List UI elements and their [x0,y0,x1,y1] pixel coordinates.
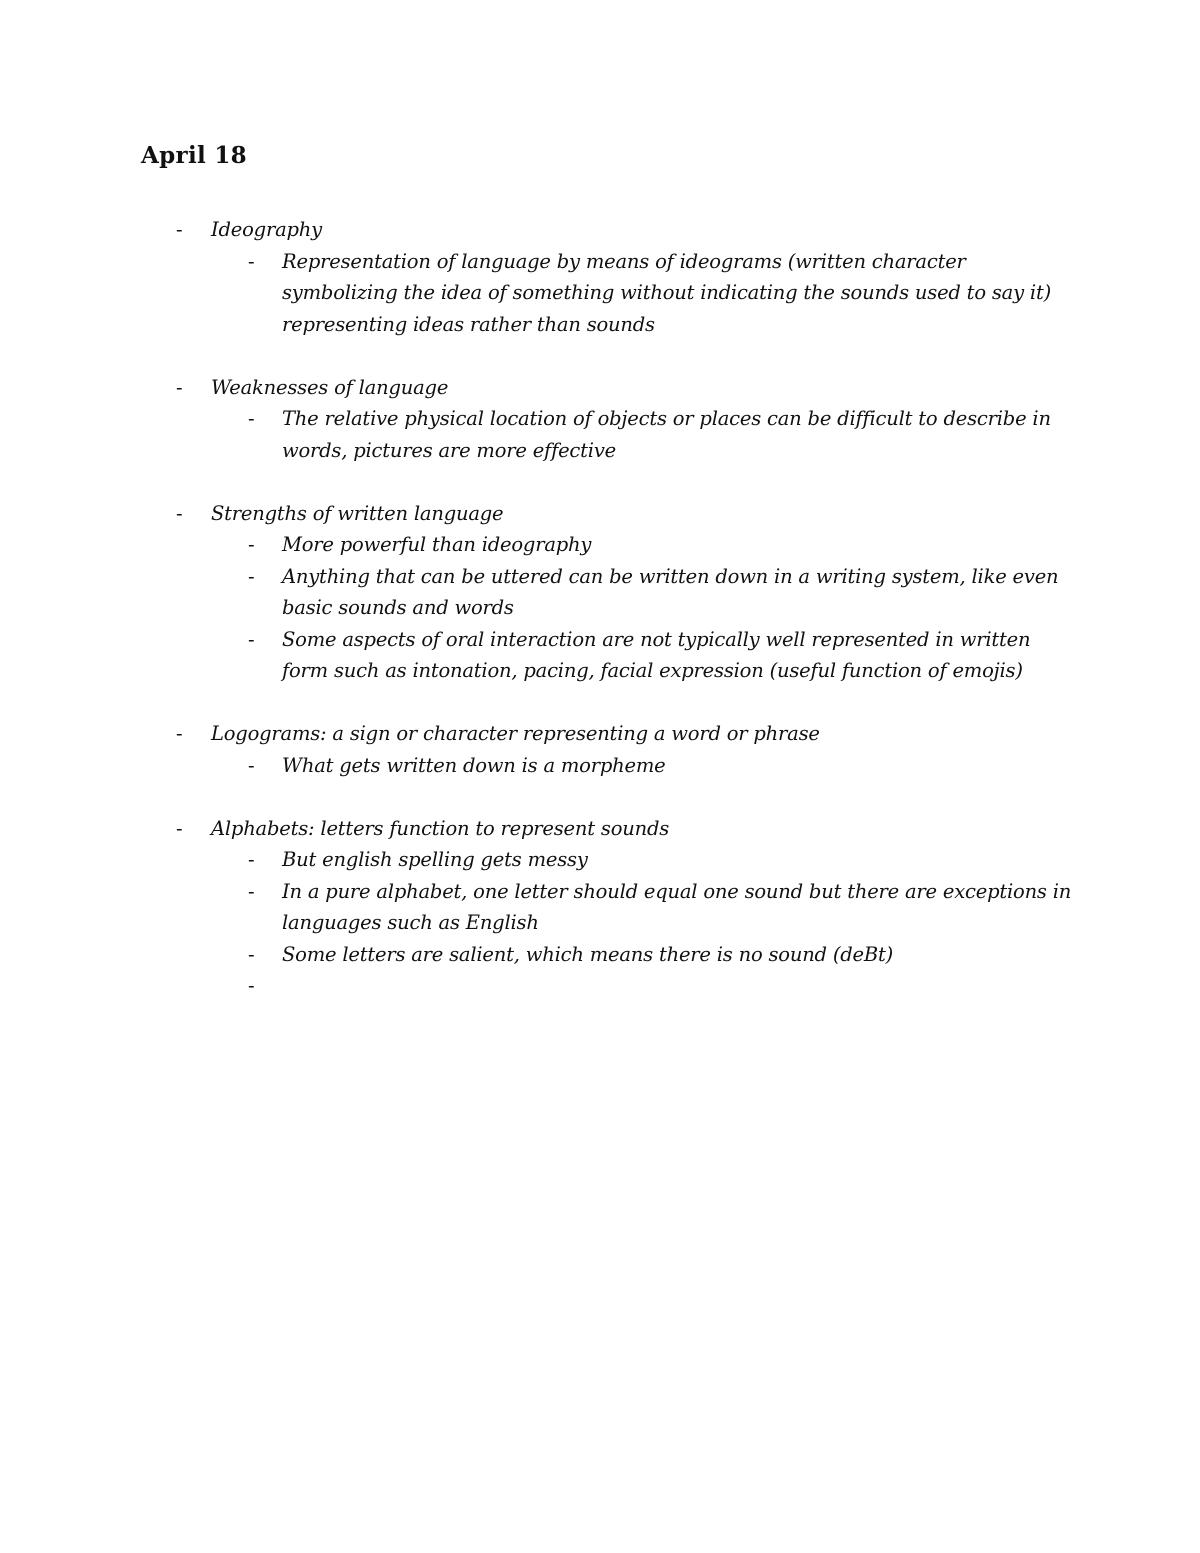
bullet-dash: - [248,564,255,588]
bullet-dash: - [176,816,183,840]
section-heading-text: Strengths of written language [211,501,504,525]
section-heading-text: Alphabets: letters function to represent sounds [211,816,670,840]
note-section [0,214,1200,340]
bullet-dash: - [248,942,255,966]
section-heading-text: Ideography [211,218,322,241]
bullet-dash: - [248,533,255,556]
bullet-dash: - [248,879,255,903]
bullet-dash: - [248,627,255,651]
note-section [0,372,1200,467]
sub-bullet-text: The relative physical location of objects or places can be difficult to describe in words, pictures are more effective [282,407,1051,462]
sub-bullet-text: Some letters are salient, which means there is no sound (deBt) [282,942,894,966]
sub-bullet-item [0,246,1072,341]
bullet-dash: - [248,974,255,997]
sub-bullet-item [0,561,1072,624]
bullet-dash: - [248,249,255,273]
section-heading [0,813,1091,845]
sub-bullet-item [0,750,1072,782]
section-heading-text: Weaknesses of language [211,375,449,399]
section-heading [0,718,1091,750]
sub-bullet-item [0,529,1072,561]
sub-bullet-item [0,939,1072,971]
section-heading [0,214,1091,246]
sub-bullet-item [0,876,1072,939]
sub-bullet-item [0,970,1072,1002]
sub-bullet-item [0,403,1072,466]
sub-bullet-text: In a pure alphabet, one letter should equal one sound but there are exceptions in languages such as English [282,879,1072,934]
bullet-dash: - [176,375,183,399]
note-section [0,498,1200,687]
section-heading [0,372,1091,404]
bullet-dash: - [176,218,183,241]
sub-bullet-text: But english spelling gets messy [282,848,588,871]
sub-bullet-text: Representation of language by means of ideograms (written character symbolizing the idea of something without indicating the sounds used to say it) representing ideas rather than sounds [282,249,1051,336]
bullet-dash: - [176,501,183,525]
bullet-dash: - [176,722,183,745]
page-title: April 18 [141,142,247,169]
note-section [0,813,1200,1002]
bullet-dash: - [248,753,255,777]
bullet-dash: - [248,407,255,430]
bullet-dash: - [248,848,255,871]
sub-bullet-text: Anything that can be uttered can be written down in a writing system, like even basic sounds and words [282,564,1059,619]
sub-bullet-text: What gets written down is a morpheme [282,753,666,777]
section-heading-text: Logograms: a sign or character representing a word or phrase [211,722,820,745]
sub-bullet-item [0,844,1072,876]
section-heading [0,498,1091,530]
sub-bullet-text: Some aspects of oral interaction are not typically well represented in written form such as intonation, pacing, facial expression (useful function of emojis) [282,627,1031,682]
note-section [0,718,1200,781]
sub-bullet-item [0,624,1072,687]
notes-list [0,214,1200,1033]
sub-bullet-text: More powerful than ideography [282,533,592,556]
